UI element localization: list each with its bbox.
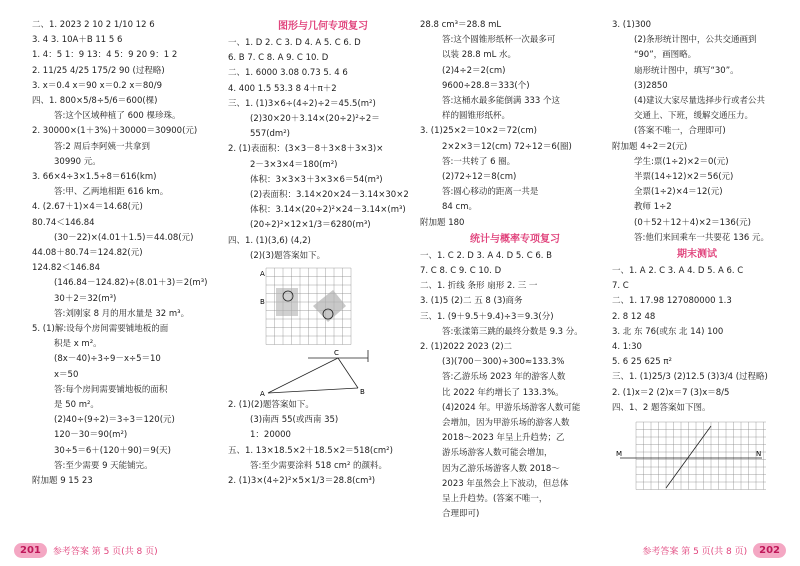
answer-line: 四、1. (1)(3,6) (4,2)	[228, 235, 311, 246]
answer-line: (2)30×20＋3.14×(20÷2)²÷2＝	[250, 114, 380, 125]
grid-figure	[258, 266, 358, 346]
column-2	[228, 18, 418, 489]
answer-line: 80.74＜146.84	[32, 217, 95, 228]
answer-line: 体积：3×3×3＋3×3×6＝54(m³)	[250, 174, 383, 185]
answer-line: 2. (1)表面积：(3×3－8＋3×8＋3×3)×	[228, 144, 384, 155]
answer-line: 3. (1)5 (2)二 五 8 (3)商务	[420, 296, 523, 307]
answer-line: 四、1. 800×5/8÷5/6＝600(棵)	[32, 96, 158, 107]
answer-line: 四、1、2 题答案如下图。	[612, 402, 711, 413]
answer-line: 30＋2＝32(m³)	[54, 293, 117, 304]
svg-text:A: A	[260, 270, 265, 279]
answer-line: (3)2850	[634, 80, 668, 91]
column-4	[612, 18, 782, 496]
answer-line: 2. 11/25 4/25 175/2 90 (过程略)	[32, 65, 165, 76]
answer-line: 4. 1:30	[612, 342, 642, 353]
answer-line: 答:乙游乐场 2023 年的游客人数	[442, 372, 566, 383]
answer-line: (146.84－124.82)÷(8.01＋3)＝2(m³)	[54, 278, 208, 289]
answer-line: 44.08＋80.74＝124.82(元)	[32, 248, 143, 259]
answer-line: 答:这个圆锥形纸杯一次最多可	[442, 35, 556, 46]
answer-line: 84 cm。	[442, 202, 477, 213]
answer-line: x＝50	[54, 369, 79, 380]
answer-line: 2. (1)3×(4÷2)²×5×1/3＝28.8(cm³)	[228, 476, 376, 487]
answer-line: 7. C 8. C 9. C 10. D	[420, 266, 502, 277]
answer-line: (0＋52＋12＋4)×2＝136(元)	[634, 217, 751, 228]
answer-line: (2)72÷12＝8(cm)	[442, 172, 517, 183]
answer-line: 三、1. (9＋9.5＋9.4)÷3＝9.3(分)	[420, 311, 554, 322]
answer-line: 体积：3.14×(20÷2)²×24－3.14×(m³)	[250, 205, 406, 216]
answer-line: 扇形统计图中，填写“30”。	[634, 65, 739, 76]
answer-line: (2)4÷2＝2(cm)	[442, 65, 506, 76]
answer-line: 4. 400 1.5 53.3 8 4＋π＋2	[228, 83, 337, 94]
answer-line: 3. x＝0.4 x＝90 x＝0.2 x＝80/9	[32, 80, 162, 91]
column-1	[32, 18, 232, 489]
answer-line: 2－3×3×4＝180(m²)	[250, 159, 338, 170]
answer-line: 合理即可)	[442, 509, 480, 520]
answer-line: (3)南西 55(或西南 35)	[250, 415, 339, 426]
answer-line: 5. 6 25 625 π²	[612, 357, 672, 368]
page-number-left: 201	[14, 543, 47, 558]
answer-line: 120－30＝90(m²)	[54, 430, 128, 441]
answer-line: 2. (1)x＝2 (2)x＝7 (3)x＝8/5	[612, 387, 730, 398]
answer-line: 7. C	[612, 281, 629, 292]
svg-text:M: M	[616, 450, 623, 459]
answer-line: 答:甲、乙两地相距 616 km。	[54, 187, 169, 198]
answer-line: (3)(700－300)÷300≈133.3%	[442, 357, 565, 368]
footer-right	[636, 540, 786, 560]
svg-text:B: B	[360, 388, 365, 397]
footer-text-left: 参考答案 第 5 页(共 8 页)	[52, 546, 158, 557]
answer-line: 二、1. 17.98 127080000 1.3	[612, 296, 732, 307]
answer-line: (2)条形统计图中，公共交通画到	[634, 35, 757, 46]
answer-line: (答案不唯一，合理即可)	[634, 126, 726, 137]
answer-line: 附加题 4÷2＝2(元)	[612, 141, 688, 152]
answer-line: 557(dm²)	[250, 129, 290, 140]
svg-text:B: B	[260, 298, 265, 307]
footer-text-right: 参考答案 第 5 页(共 8 页)	[642, 546, 748, 557]
answer-line: 4. (2.67＋1)×4＝14.68(元)	[32, 202, 143, 213]
answer-line: 一、1. A 2. C 3. A 4. D 5. A 6. C	[612, 266, 744, 277]
svg-text:C: C	[334, 349, 339, 358]
answer-line: “90”，画图略。	[634, 50, 697, 61]
answer-line: (4)2024 年。甲游乐场游客人数可能	[442, 402, 581, 413]
answer-line: 1：20000	[250, 430, 291, 441]
final-grid-figure	[616, 418, 766, 496]
answer-line: 答:一共转了 6 圈。	[442, 156, 516, 167]
answer-line: 积是 x m²。	[54, 339, 102, 350]
answer-line: 答:这个区域种植了 600 棵珍珠。	[54, 111, 181, 122]
answer-line: 2. 8 12 48	[612, 311, 656, 322]
answer-line: 28.8 cm³＝28.8 mL	[420, 20, 502, 30]
answer-line: 一、1. C 2. D 3. A 4. D 5. C 6. B	[420, 250, 552, 261]
section-title-statistics: 统计与概率专项复习	[470, 233, 560, 245]
answer-line: 答:2 周后李阿姨一共拿到	[54, 141, 150, 152]
answer-line: 答:至少需要涂料 518 cm² 的颜料。	[250, 460, 388, 471]
answer-line: 三、1. (1)25/3 (2)12.5 (3)3/4 (过程略)	[612, 372, 768, 383]
answer-line: 样的圆锥形纸杯。	[442, 111, 511, 122]
answer-line: 5. (1)解:设每个房间需要铺地板的面	[32, 324, 169, 335]
svg-text:N: N	[756, 450, 762, 459]
answer-line: (2)40÷(9÷2)＝3÷3＝120(元)	[54, 415, 175, 426]
answer-line: 游乐场游客人数可能会增加，	[442, 448, 553, 459]
answer-line: 3. (1)25×2＝10×2＝72(cm)	[420, 126, 537, 137]
answer-line: 1. 4：5 1：9 13：4 5：9 20 9：1 2	[32, 50, 178, 61]
answer-line: 全票(1÷2)×4＝12(元)	[634, 187, 723, 198]
answer-line: 3. (1)300	[612, 20, 652, 30]
answer-line: 答:这桶水最多能倒满 333 个这	[442, 96, 560, 107]
answer-line: 半票(14÷12)×2＝56(元)	[634, 172, 734, 183]
section-title-final-test: 期末测试	[677, 249, 717, 261]
answer-line: 3. 北 东 76(或东 北 14) 100	[612, 326, 724, 337]
answer-line: 9600÷28.8＝333(个)	[442, 80, 530, 91]
answer-line: 学生:票(1÷2)×2＝0(元)	[634, 156, 729, 167]
answer-line: 是 50 m²。	[54, 400, 99, 411]
answer-line: 30÷5＝6＋(120＋90)＝9(天)	[54, 445, 171, 456]
answer-line: 附加题 9 15 23	[32, 476, 93, 487]
answer-line: 因为乙游乐场游客人数 2018～	[442, 463, 560, 474]
answer-line: 答:圆心移动的距离一共是	[442, 187, 539, 198]
answer-line: 2. (1)2022 2023 (2)二	[420, 342, 513, 353]
answer-line: (30－22)×(4.01＋1.5)＝44.08(元)	[54, 232, 194, 243]
answer-line: 呈上升趋势。(答案不唯一，	[442, 494, 548, 505]
footer-left	[14, 540, 164, 560]
answer-line: 124.82＜146.84	[32, 263, 100, 274]
answer-line: 3. 66×4÷3×1.5÷8＝616(km)	[32, 172, 157, 183]
answer-line: 以装 28.8 mL 水。	[442, 50, 517, 61]
answer-line: 五、1. 13×18.5×2＋18.5×2＝518(cm²)	[228, 445, 393, 456]
answer-line: 6. B 7. C 8. A 9. C 10. D	[228, 53, 329, 64]
answer-line: 2×2×3＝12(cm) 72÷12＝6(圈)	[442, 141, 572, 152]
svg-text:A: A	[260, 390, 265, 399]
answer-line: 2018～2023 年呈上升趋势；乙	[442, 433, 565, 444]
answer-line: 答:他们来回乘车一共要花 136 元。	[634, 232, 769, 243]
answer-line: (4)建议大家尽量选择步行或者公共	[634, 96, 766, 107]
answer-line: 附加题 180	[420, 217, 465, 228]
answer-line: (20÷2)²×12×1/3＝6280(m³)	[250, 220, 371, 231]
answer-line: 比 2022 年约增长了 133.3%。	[442, 387, 564, 398]
answer-line: 2. (1)(2)题答案如下。	[228, 400, 314, 411]
section-title-geometry: 图形与几何专项复习	[278, 21, 368, 32]
answer-line: 教师 1÷2	[634, 202, 672, 213]
answer-line: 2023 年虽然会上下波动，但总体	[442, 478, 569, 489]
answer-line: (2)(3)题答案如下。	[250, 250, 326, 261]
answer-line: 答:至少需要 9 天能铺完。	[54, 460, 153, 471]
answer-line: 答:刘刚家 8 月的用水量是 32 m³。	[54, 308, 190, 319]
answer-line: 二、1. 折线 条形 扇形 2. 三 一	[420, 281, 538, 292]
answer-line: 交通上、下班，缓解交通压力。	[634, 111, 754, 122]
answer-line: 二、1. 6000 3.08 0.73 5. 4 6	[228, 68, 348, 79]
page-number-right: 202	[753, 543, 786, 558]
answer-line: 会增加，因为甲游乐场的游客人数	[442, 418, 570, 429]
column-3	[420, 18, 610, 523]
answer-line: 3. 4 3. 10A＋B 11 5 6	[32, 35, 123, 46]
answer-line: 二、1. 2023 2 10 2 1/10 12 6	[32, 20, 155, 30]
direction-figure	[248, 348, 398, 398]
answer-line: 30990 元。	[54, 156, 101, 167]
answer-line: 一、1. D 2. C 3. D 4. A 5. C 6. D	[228, 38, 361, 48]
answer-line: 答:每个房间需要铺地板的面积	[54, 384, 168, 395]
answer-line: 答:张漾第三跳的最终分数是 9.3 分。	[442, 326, 583, 337]
answer-line: 2. 30000×(1＋3%)＋30000＝30900(元)	[32, 126, 198, 137]
answer-line: (2)表面积：3.14×20×24－3.14×30×2	[250, 190, 409, 201]
answer-line: 三、1. (1)3×6÷(4÷2)÷2＝45.5(m²)	[228, 98, 376, 109]
answer-line: (8x－40)÷3÷9－x÷5＝10	[54, 354, 161, 365]
